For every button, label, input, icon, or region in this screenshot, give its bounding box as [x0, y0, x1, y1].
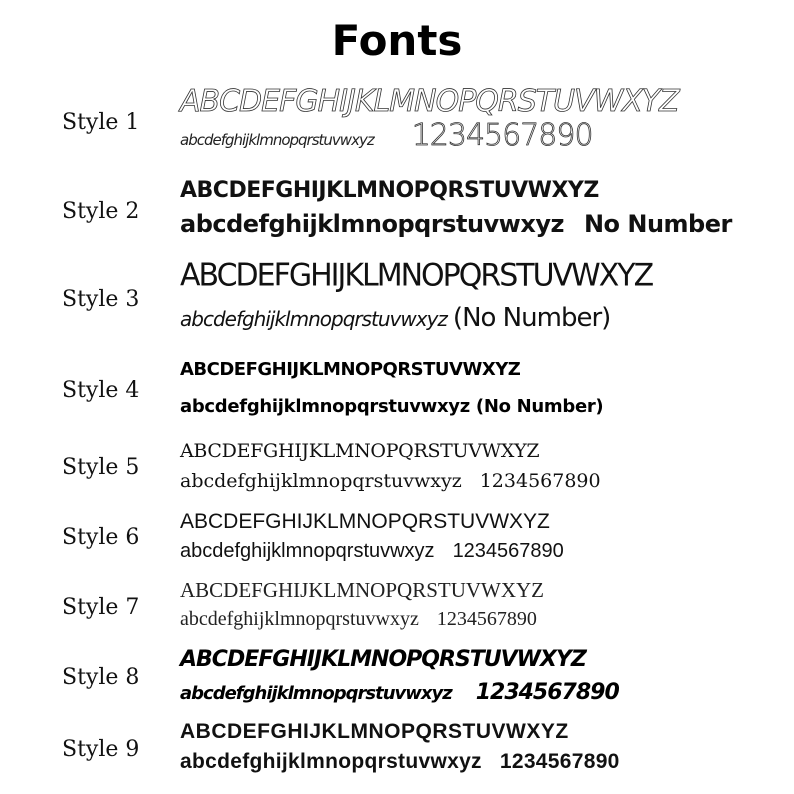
style-label: Style 6	[62, 525, 140, 550]
style-label: Style 8	[62, 665, 140, 690]
numbers-sample: (No Number)	[475, 396, 604, 417]
uppercase-sample: ABCDEFGHIJKLMNOPQRSTUVWXYZ	[180, 647, 586, 672]
lowercase-sample	[180, 303, 610, 333]
numbers-sample: (No Number)	[452, 303, 611, 333]
style-label: Style 9	[62, 737, 140, 762]
lowercase-text: abcdefghijklmnopqrstuvwxyz	[180, 608, 419, 630]
uppercase-sample: ABCDEFGHIJKLMNOPQRSTUVWXYZ	[180, 440, 540, 462]
uppercase-sample: ABCDEFGHIJKLMNOPQRSTUVWXYZ	[180, 178, 599, 203]
lowercase-text: abcdefghijklmnopqrstuvwxyz	[180, 210, 564, 238]
lowercase-text: abcdefghijklmnopqrstuvwxyz	[180, 470, 462, 492]
lowercase-sample	[180, 396, 603, 417]
numbers-sample: 1234567890	[499, 750, 620, 773]
lowercase-sample	[180, 750, 620, 774]
page-title: Fonts	[331, 16, 463, 65]
numbers-sample: No Number	[583, 210, 732, 238]
lowercase-text: abcdefghijklmnopqrstuvwxyz	[180, 750, 482, 773]
uppercase-sample: ABCDEFGHIJKLMNOPQRSTUVWXYZ	[180, 359, 521, 380]
lowercase-sample	[180, 470, 601, 492]
lowercase-sample	[180, 118, 593, 153]
numbers-sample: 1234567890	[436, 608, 537, 630]
lowercase-text: abcdefghijklmnopqrstuvwxyz	[180, 131, 374, 149]
lowercase-text: abcdefghijklmnopqrstuvwxyz	[180, 307, 447, 331]
uppercase-sample: ABCDEFGHIJKLMNOPQRSTUVWXYZ	[180, 578, 545, 602]
style-label: Style 4	[62, 378, 140, 403]
lowercase-sample	[180, 680, 619, 705]
lowercase-sample	[180, 540, 564, 563]
numbers-sample: 1234567890	[479, 470, 601, 492]
lowercase-text: abcdefghijklmnopqrstuvwxyz	[180, 540, 435, 562]
style-label: Style 5	[62, 455, 140, 480]
style-label: Style 3	[62, 287, 140, 312]
style-label: Style 7	[62, 595, 140, 620]
lowercase-text: abcdefghijklmnopqrstuvwxyz	[180, 683, 452, 704]
uppercase-sample: ABCDEFGHIJKLMNOPQRSTUVWXYZ	[180, 510, 550, 533]
numbers-sample: 1234567890	[411, 118, 593, 153]
numbers-sample: 1234567890	[475, 680, 619, 705]
lowercase-text: abcdefghijklmnopqrstuvwxyz	[180, 396, 470, 417]
uppercase-sample: ABCDEFGHIJKLMNOPQRSTUVWXYZ	[180, 257, 653, 294]
style-label: Style 1	[62, 110, 140, 135]
lowercase-sample	[180, 608, 537, 631]
style-label: Style 2	[62, 199, 140, 224]
numbers-sample: 1234567890	[452, 540, 564, 562]
uppercase-sample: ABCDEFGHIJKLMNOPQRSTUVWXYZ	[180, 720, 569, 743]
uppercase-sample: ABCDEFGHIJKLMNOPQRSTUVWXYZ	[180, 84, 679, 119]
lowercase-sample	[180, 210, 732, 238]
